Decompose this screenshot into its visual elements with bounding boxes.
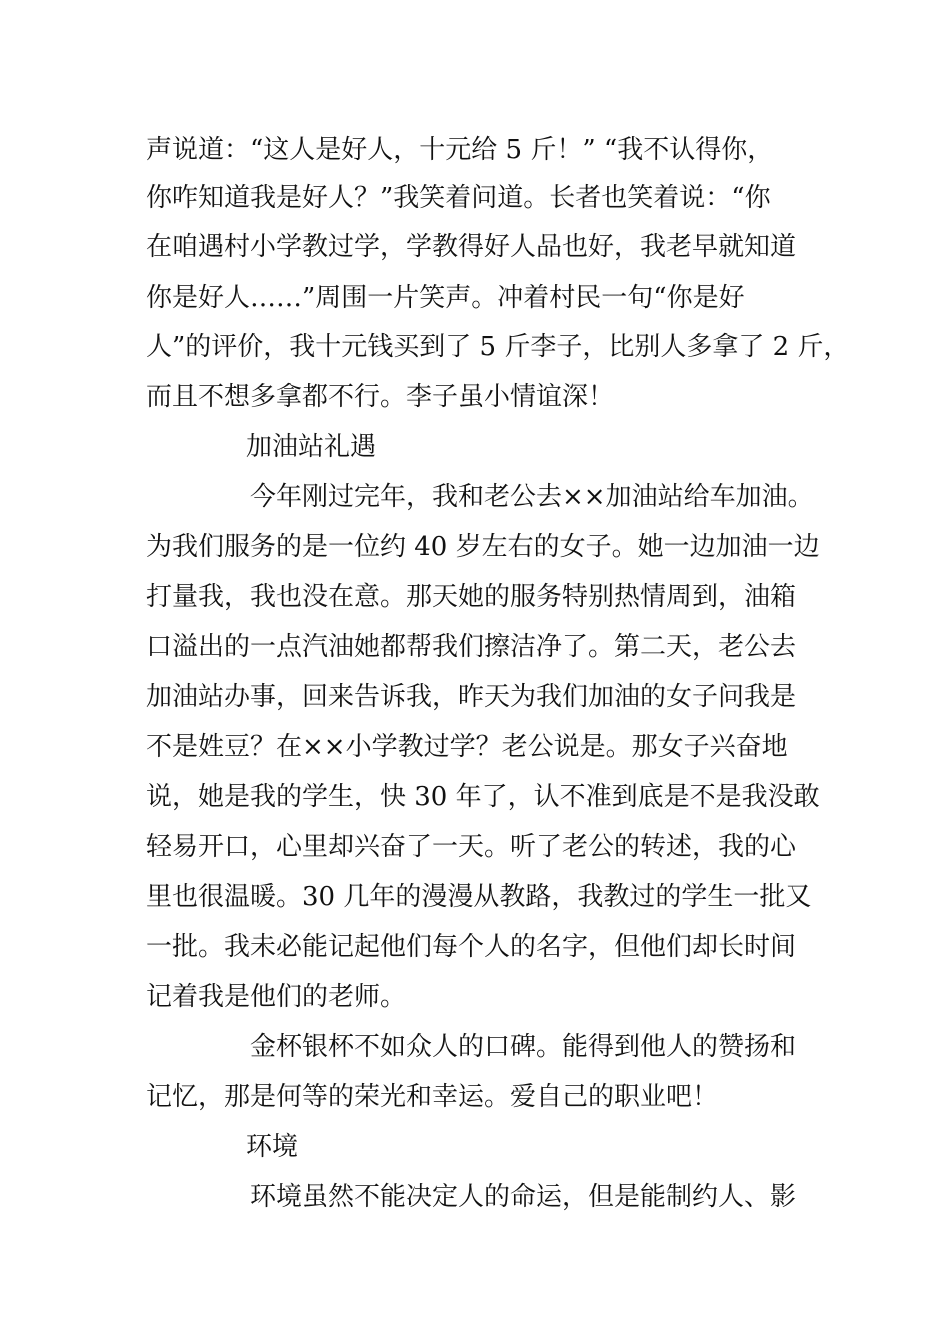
paragraph-line: 说，她是我的学生，快 30 年了，认不准到底是不是我没敢: [146, 782, 820, 812]
paragraph-line: 人”的评价，我十元钱买到了 5 斤李子，比别人多拿了 2 斤，: [146, 332, 850, 362]
paragraph-line: 轻易开口，心里却兴奋了一天。听了老公的转述，我的心: [146, 832, 797, 862]
paragraph-line: 记忆，那是何等的荣光和幸运。爱自己的职业吧！: [146, 1082, 719, 1112]
paragraph-line: 不是姓豆？在××小学教过学？老公说是。那女子兴奋地: [146, 732, 788, 762]
section-heading: 加油站礼遇: [246, 432, 377, 462]
paragraph-line: 加油站办事，回来告诉我，昨天为我们加油的女子问我是: [146, 682, 797, 712]
paragraph-line: 你咋知道我是好人？”我笑着问道。长者也笑着说：“你: [146, 183, 771, 213]
section-heading: 环境: [246, 1132, 299, 1162]
paragraph-line: 金杯银杯不如众人的口碑。能得到他人的赞扬和: [250, 1032, 797, 1062]
paragraph-line: 今年刚过完年，我和老公去××加油站给车加油。: [250, 482, 814, 512]
paragraph-line: 在咱遇村小学教过学，学教得好人品也好，我老早就知道: [146, 232, 797, 262]
paragraph-line: 口溢出的一点汽油她都帮我们擦洁净了。第二天，老公去: [146, 632, 797, 662]
paragraph-line: 环境虽然不能决定人的命运，但是能制约人、影: [250, 1182, 797, 1212]
paragraph-line: 你是好人……”周围一片笑声。冲着村民一句“你是好: [146, 283, 745, 313]
paragraph-line: 为我们服务的是一位约 40 岁左右的女子。她一边加油一边: [146, 532, 820, 562]
paragraph-line: 打量我，我也没在意。那天她的服务特别热情周到，油箱: [146, 582, 797, 612]
paragraph-line: 而且不想多拿都不行。李子虽小情谊深！: [146, 382, 615, 412]
paragraph-line: 声说道：“这人是好人，十元给 5 斤！” “我不认得你，: [146, 135, 774, 165]
paragraph-line: 一批。我未必能记起他们每个人的名字，但他们却长时间: [146, 932, 797, 962]
paragraph-line: 里也很温暖。30 几年的漫漫从教路，我教过的学生一批又: [146, 882, 812, 912]
paragraph-line: 记着我是他们的老师。: [146, 982, 407, 1012]
